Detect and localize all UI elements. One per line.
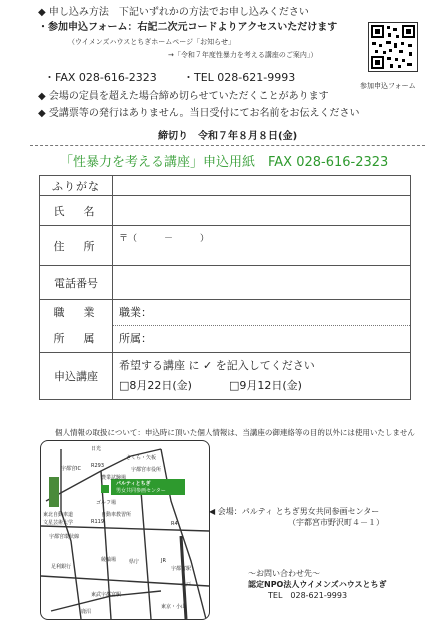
- phone-label: 電話番号: [40, 266, 113, 300]
- map-label-ashikaga-bank: 足利銀行: [51, 564, 72, 570]
- venue-address: （宇都宮市野沢町４－１）: [288, 518, 384, 527]
- cut-line: [30, 145, 425, 146]
- form-access-line: ・参加申込フォーム：右記二次元コードよりアクセスいただけます: [38, 22, 338, 33]
- map-label-mito: 水戸: [181, 582, 192, 588]
- instruction-heading: ◆ 申し込み方法 下記いずれかの方法でお申し込みください: [38, 7, 309, 18]
- map-label-driving-school: 自動車教習所: [101, 512, 132, 518]
- map-label-r293: R293: [91, 463, 105, 469]
- phone-field[interactable]: [113, 266, 411, 300]
- map-label-kanuma: 鹿沼: [81, 609, 92, 615]
- map-label-city-hall: 宇都宮市役所: [131, 467, 162, 473]
- access-map: [40, 440, 210, 620]
- map-label-center: 男女共同参画センター: [116, 488, 166, 494]
- occupation-field[interactable]: 職業：: [113, 300, 410, 326]
- contact-org: 認定NPO法人ウイメンズハウスとちぎ: [248, 580, 387, 589]
- map-label-sakura: さくら・矢板: [126, 455, 157, 461]
- map-label-bunsei: 文星芸術大学: [43, 520, 74, 526]
- affiliation-label: 所 属: [53, 332, 99, 345]
- map-label-utsunomiya-station: 宇都宮駅: [171, 566, 192, 572]
- fax-number: ・FAX 028-616-2323: [44, 71, 157, 84]
- occupation-affiliation-label: [40, 300, 113, 353]
- capacity-note: ◆ 会場の定員を超えた場合締め切らせていただくことがあります: [38, 91, 329, 102]
- furigana-label: ふりがな: [40, 176, 113, 196]
- homepage-note-2: →「令和７年度性暴力を考える講座のご案内」）: [168, 51, 318, 59]
- occupation-label: 職 業: [53, 306, 99, 319]
- map-label-golf: ゴルフ場: [96, 500, 117, 506]
- ticket-note: ◆ 受講票等の発行はありません。当日受付にてお名前をお伝えください: [38, 108, 360, 119]
- name-label: 氏 名: [40, 196, 113, 226]
- furigana-field[interactable]: [113, 176, 411, 196]
- course-field: [113, 353, 411, 400]
- map-label-r119: R119: [91, 519, 105, 525]
- address-label: 住 所: [40, 226, 113, 266]
- map-label-expressway: 東北自動車道: [43, 512, 74, 518]
- map-label-nikko: 日光: [91, 446, 102, 452]
- contact-info: [248, 568, 387, 601]
- map-label-r4: R4: [171, 521, 178, 527]
- map-label-jr: JR: [161, 558, 166, 564]
- map-label-tokyo-oyama: 東京・小山: [161, 604, 187, 610]
- map-label-agri: 農業試験場: [101, 475, 127, 481]
- qr-code[interactable]: [368, 22, 418, 72]
- occupation-affiliation-field[interactable]: [113, 300, 411, 353]
- name-field[interactable]: [113, 196, 411, 226]
- qr-caption: 参加申込フォーム: [360, 82, 416, 90]
- course-option-aug22[interactable]: □8月22日(金): [119, 379, 192, 392]
- homepage-note: （ウイメンズハウスとちぎホームページ「お知らせ」: [68, 38, 235, 46]
- tel-number: ・TEL 028-621-9993: [183, 71, 296, 84]
- map-label-ring-road: 宇都宮環状線: [49, 534, 80, 540]
- form-title: 「性暴力を考える講座」申込用紙 FAX 028-616-2323: [60, 155, 389, 170]
- contact-heading: ～お問い合わせ先～: [248, 569, 320, 578]
- affiliation-field[interactable]: 所属：: [119, 332, 152, 345]
- venue-name: ◀ 会場：パルティ とちぎ男女共同参画センター: [209, 507, 380, 516]
- course-option-sep12[interactable]: □9月12日(金): [228, 379, 302, 392]
- map-label-pref-office: 県庁: [129, 559, 140, 565]
- privacy-notice: 個人情報の取扱について：申込時に頂いた個人情報は、当講座の御連絡等の目的以外には使用いたしません: [55, 428, 415, 437]
- address-field[interactable]: 〒（ － ）: [113, 226, 411, 266]
- map-label-ic: 宇都宮IC: [61, 466, 81, 472]
- map-label-tobu-station: 東武宇都宮駅: [91, 592, 122, 598]
- application-form: [39, 175, 411, 400]
- course-label: 申込講座: [40, 353, 113, 400]
- contact-tel: TEL 028-621-9993: [268, 591, 348, 600]
- map-label-partie: パルティとちぎ: [116, 481, 151, 487]
- course-instruction: 希望する講座 に ✓ を記入してください: [119, 359, 315, 372]
- map-label-keirin: 競輪場: [101, 557, 117, 563]
- deadline: 締切り 令和７年８月８日(金): [158, 131, 298, 142]
